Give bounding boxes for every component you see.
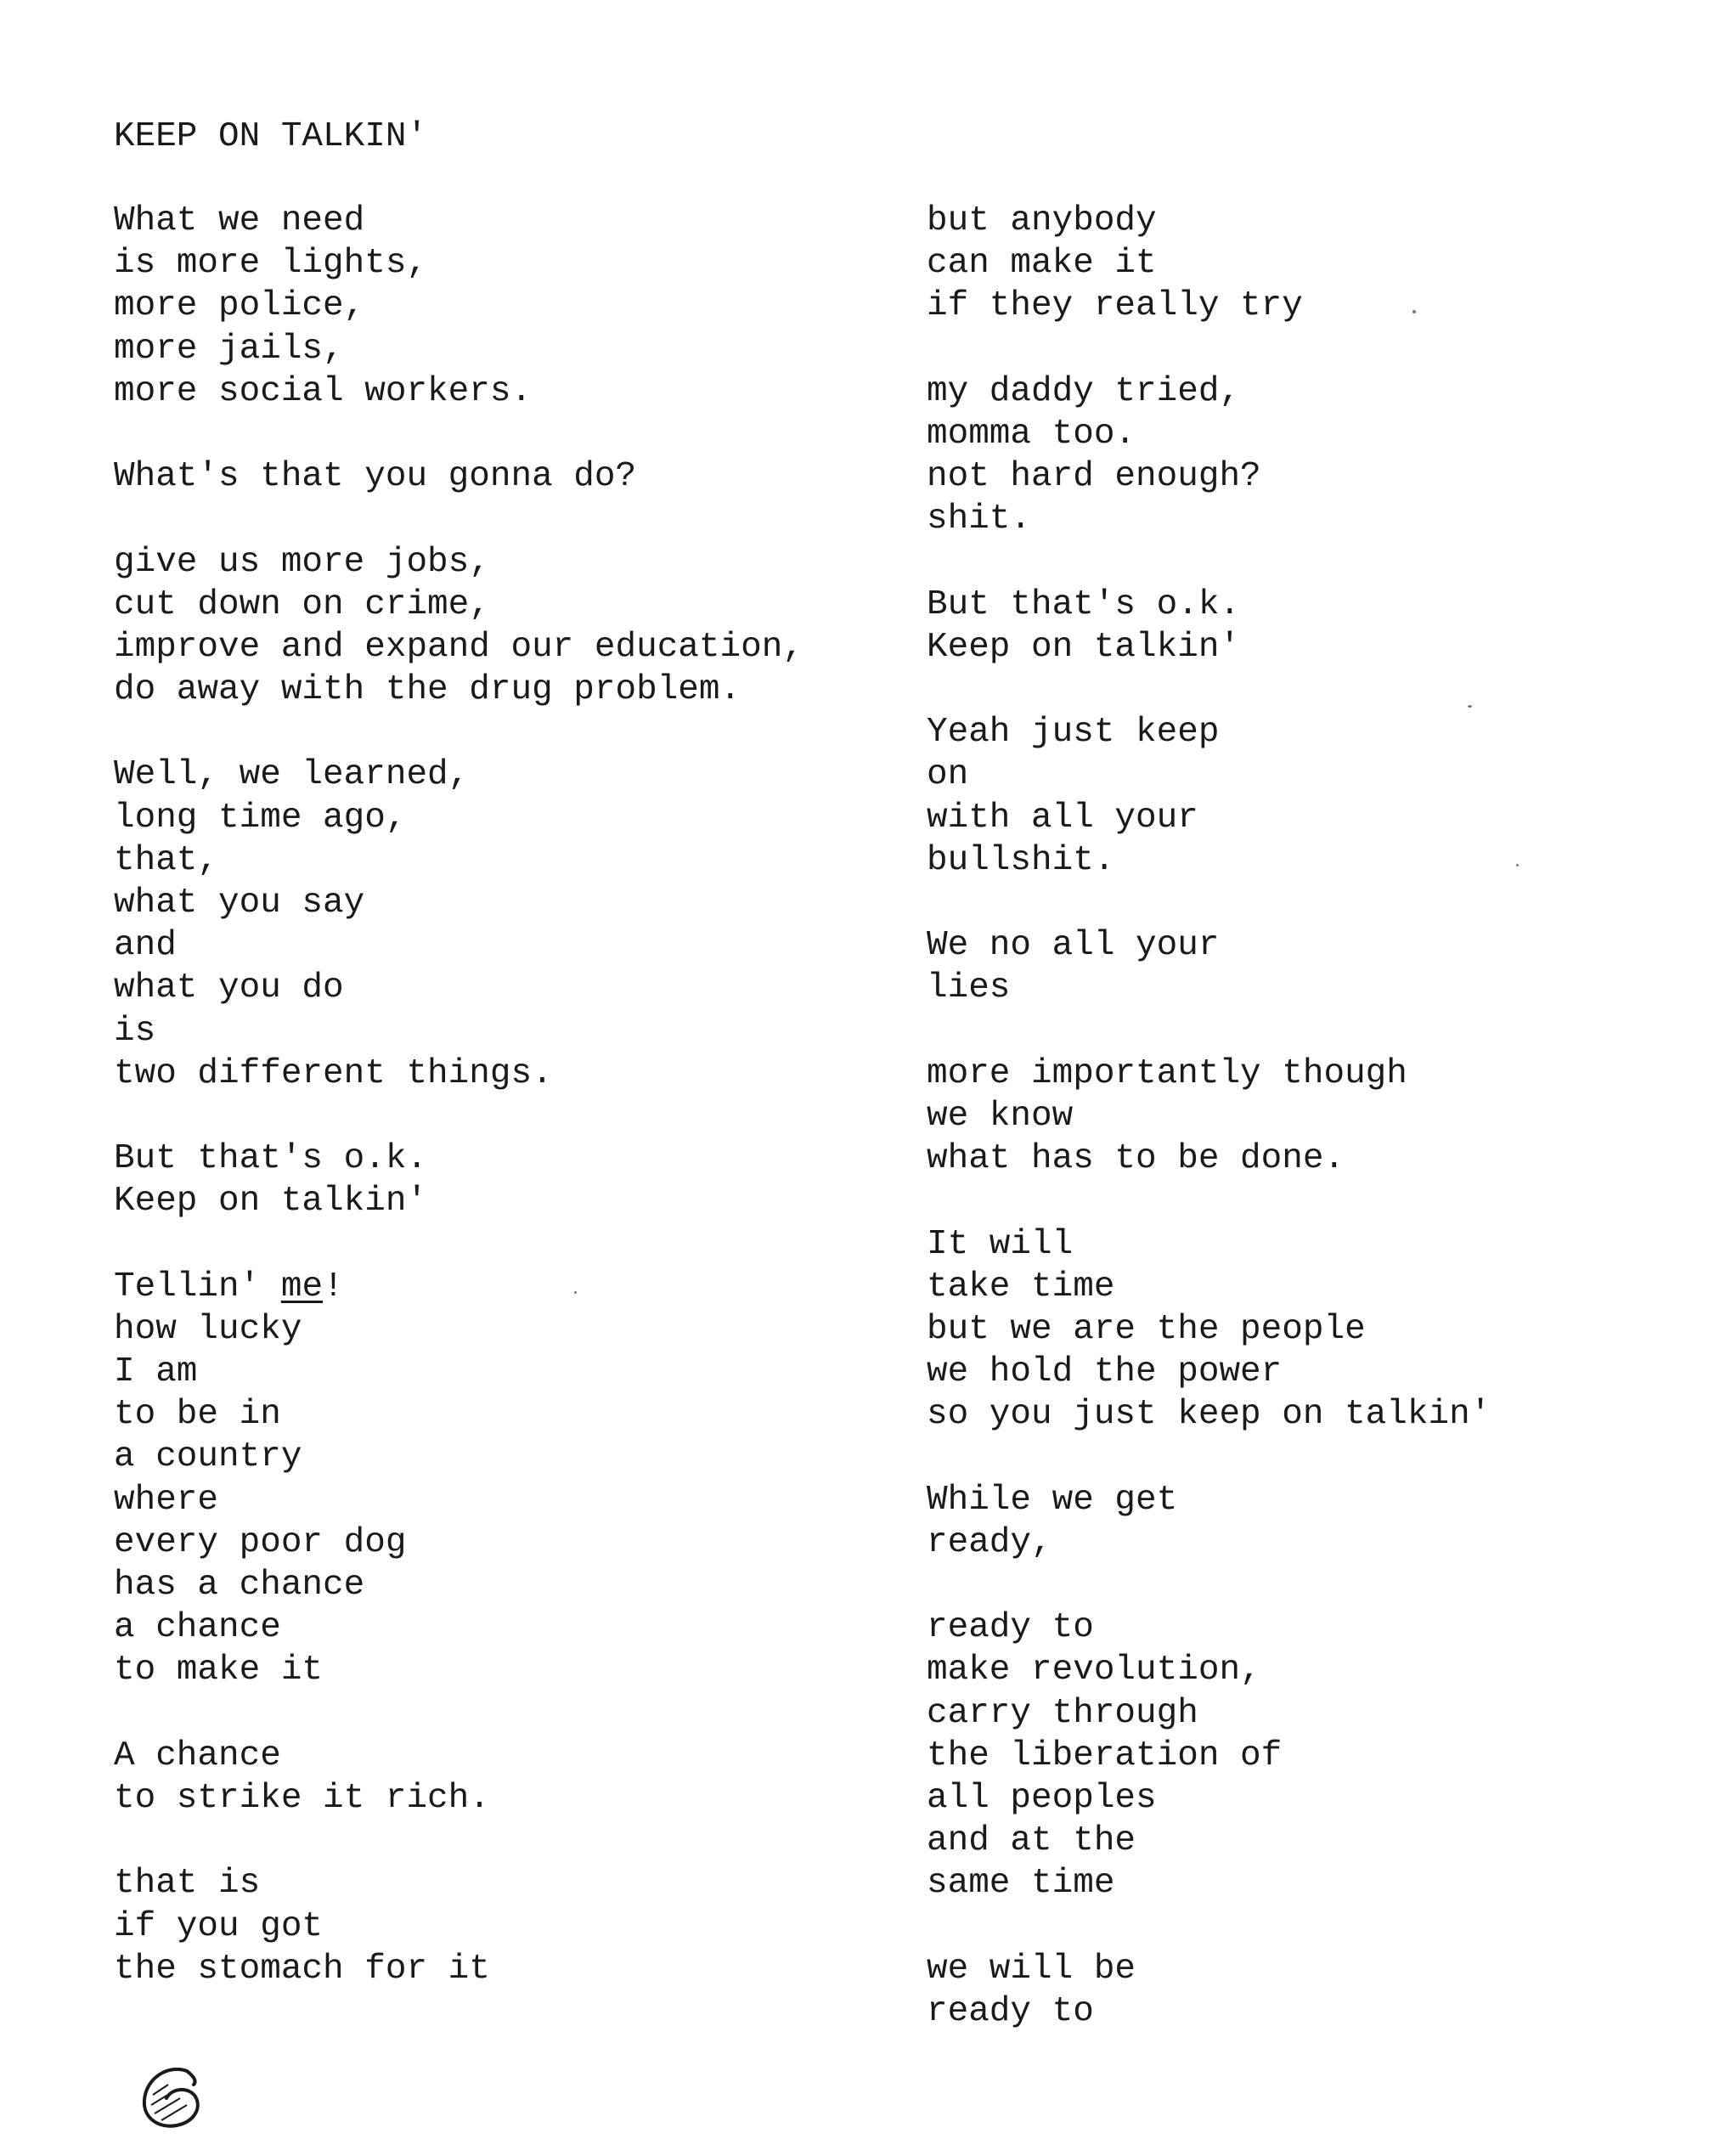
right-poem-line: shit. — [927, 499, 1032, 539]
right-poem-line: We no all your — [927, 926, 1220, 966]
right-poem-line: momma too. — [927, 414, 1136, 454]
right-poem-line: on — [927, 755, 969, 795]
right-poem-line: Keep on talkin' — [927, 627, 1241, 667]
right-poem-line: While we get — [927, 1480, 1178, 1520]
left-poem-line: the stomach for it — [114, 1949, 490, 1989]
right-poem-line: Yeah just keep — [927, 713, 1220, 753]
right-poem-line: but we are the people — [927, 1309, 1366, 1349]
left-poem-line: what you do — [114, 968, 344, 1008]
right-poem-line: we know — [927, 1096, 1074, 1136]
left-poem-line: two different things. — [114, 1053, 553, 1093]
right-poem-line: we hold the power — [927, 1352, 1283, 1392]
left-poem-line: give us more jobs, — [114, 542, 490, 582]
paper-speck — [1412, 310, 1416, 313]
left-poem-line: to be in — [114, 1395, 281, 1435]
underlined-emphasis: me — [280, 1267, 324, 1307]
right-poem-line: bullshit. — [927, 840, 1115, 880]
tellin-suffix: ! — [323, 1267, 344, 1307]
stanza-break — [114, 498, 803, 540]
stanza-break — [927, 541, 1491, 584]
left-poem-line: to strike it rich. — [114, 1778, 490, 1818]
left-poem-line: But that's o.k. — [114, 1139, 428, 1179]
stanza-break — [927, 1905, 1491, 1948]
poem-title: KEEP ON TALKIN' — [114, 117, 428, 156]
stanza-break — [114, 1095, 803, 1137]
left-poem-line: every poor dog — [114, 1522, 407, 1562]
right-poem-line: all peoples — [927, 1778, 1157, 1818]
stanza-break — [927, 669, 1491, 711]
left-poem-line: more social workers. — [114, 371, 533, 411]
right-poem-line: ready to — [927, 1608, 1094, 1648]
right-poem-line: what has to be done. — [927, 1139, 1345, 1179]
right-poem-line: It will — [927, 1224, 1074, 1264]
stanza-break — [927, 1010, 1491, 1053]
svg-text:6: 6 — [173, 2132, 174, 2133]
left-poem-line: has a chance — [114, 1566, 365, 1605]
left-poem-line: do away with the drug problem. — [114, 670, 741, 710]
left-poem-line: is — [114, 1011, 156, 1051]
right-poem-line: the liberation of — [927, 1736, 1283, 1775]
left-poem-line: improve and expand our education, — [114, 627, 803, 667]
left-poem-line: if you got — [114, 1906, 324, 1946]
paper-speck — [574, 1291, 577, 1294]
left-poem-line: A chance — [114, 1736, 281, 1775]
stanza-break — [927, 1180, 1491, 1222]
left-poem-line: is more lights, — [114, 244, 428, 284]
right-poem-line: take time — [927, 1267, 1115, 1307]
stanza-break — [114, 1692, 803, 1735]
stanza-break — [927, 882, 1491, 924]
right-poem-line: so you just keep on talkin' — [927, 1395, 1491, 1435]
left-poem-line: that is — [114, 1864, 261, 1904]
paper-speck — [1516, 864, 1519, 866]
right-poem-line: but anybody — [927, 201, 1157, 240]
right-poem-line: my daddy tried, — [927, 371, 1241, 411]
left-poem-line — [114, 1266, 803, 1308]
left-poem-line: What we need — [114, 201, 365, 240]
left-poem-line: Keep on talkin' — [114, 1182, 428, 1222]
right-column — [927, 200, 1491, 2033]
right-poem-line: if they really try — [927, 286, 1303, 326]
right-poem-line: can make it — [927, 244, 1157, 284]
tellin-prefix: Tellin' — [114, 1267, 281, 1307]
left-poem-line: a country — [114, 1437, 302, 1477]
left-poem-line: Well, we learned, — [114, 755, 470, 795]
right-poem-line: more importantly though — [927, 1053, 1407, 1093]
right-poem-line: ready to — [927, 1991, 1094, 2031]
right-poem-line: not hard enough? — [927, 457, 1261, 497]
right-poem-line: carry through — [927, 1693, 1198, 1733]
right-poem-line: we will be — [927, 1949, 1136, 1989]
right-poem-line: But that's o.k. — [927, 584, 1241, 624]
stanza-break — [114, 413, 803, 455]
left-poem-line: where — [114, 1480, 219, 1520]
right-poem-line: ready, — [927, 1522, 1052, 1562]
right-poem-line: make revolution, — [927, 1651, 1261, 1690]
left-poem-line: and — [114, 926, 177, 966]
left-poem-line: cut down on crime, — [114, 584, 490, 624]
stanza-break — [114, 711, 803, 753]
right-poem-line: same time — [927, 1864, 1115, 1904]
left-poem-line: that, — [114, 840, 219, 880]
stanza-break — [927, 1564, 1491, 1606]
left-poem-line: how lucky — [114, 1309, 302, 1349]
stanza-break — [927, 1436, 1491, 1478]
left-poem-line: to make it — [114, 1651, 324, 1690]
left-poem-line: I am — [114, 1352, 198, 1392]
right-poem-line: with all your — [927, 798, 1198, 838]
left-poem-line: what you say — [114, 883, 365, 923]
left-column — [114, 200, 803, 1990]
stanza-break — [114, 1223, 803, 1266]
left-poem-line: more police, — [114, 286, 365, 326]
left-poem-line: a chance — [114, 1608, 281, 1648]
left-poem-line: more jails, — [114, 329, 344, 369]
right-poem-line: lies — [927, 968, 1011, 1008]
paper-speck — [1468, 705, 1472, 708]
right-poem-line: and at the — [927, 1821, 1136, 1861]
stanza-break — [114, 1820, 803, 1862]
page-number-mark — [134, 2059, 212, 2134]
stanza-break — [927, 328, 1491, 370]
left-poem-line: long time ago, — [114, 798, 407, 838]
left-poem-line: What's that you gonna do? — [114, 457, 637, 497]
